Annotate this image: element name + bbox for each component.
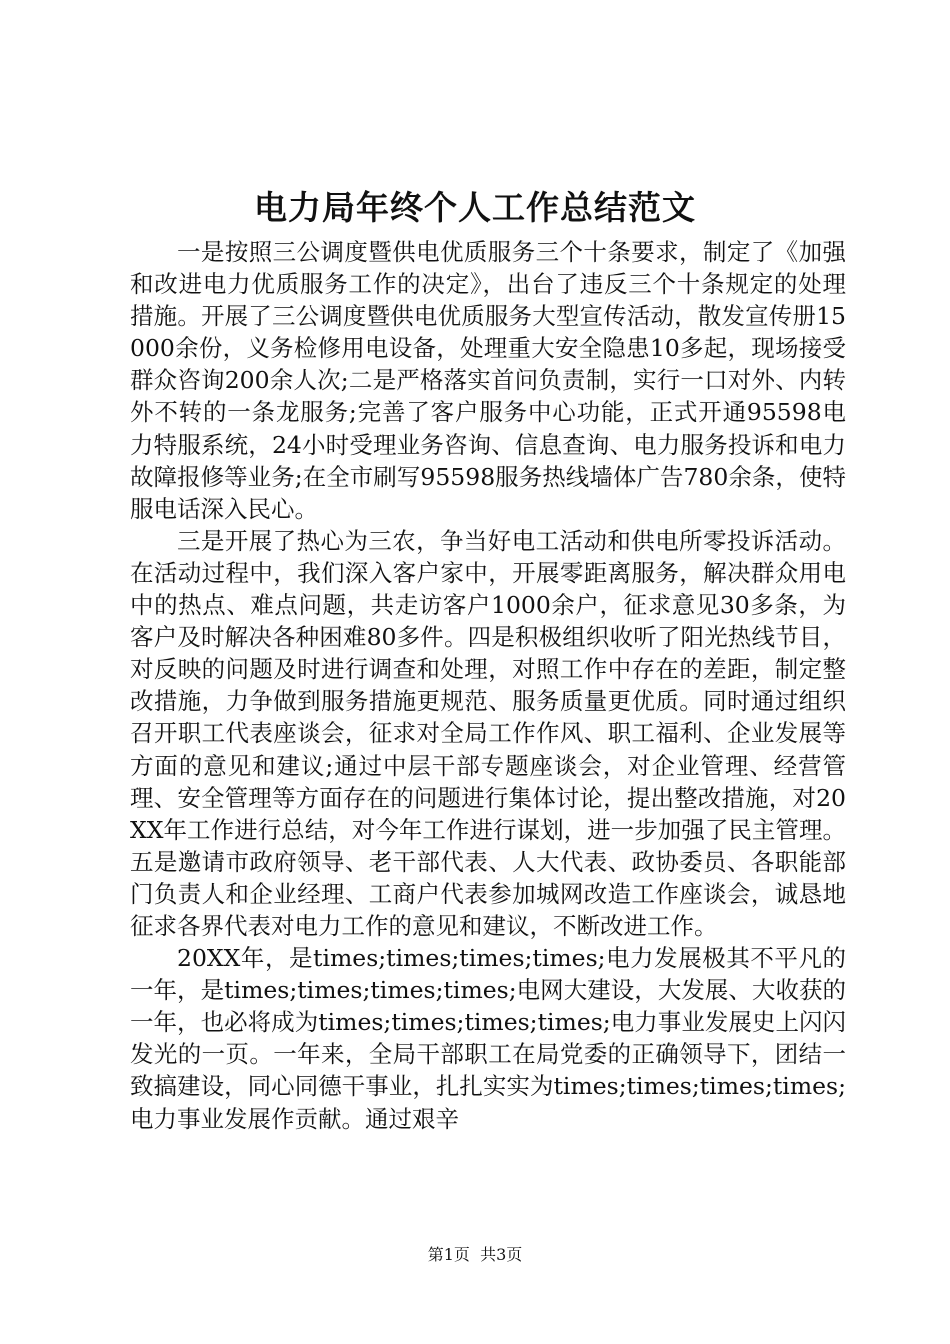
page-total: 共3页	[480, 1245, 523, 1264]
paragraph-2: 三是开展了热心为三农，争当好电工活动和供电所零投诉活动。在活动过程中，我们深入客户家中，开展零距离服务，解决群众用电中的热点、难点问题，共走访客户1000余户，征求意见30多条，为客户及时解决各种困难80多件。四是积极组织收听了阳光热线节目，对反映的问题及时进行调查和处理，对照工作中存在的差距，制定整改措施，力争做到服务措施更规范、服务质量更优质。同时通过组织召开职工代表座谈会，征求对全局工作作风、职工福利、企业发展等方面的意见和建议;通过中层干部专题座谈会，对企业管理、经营管理、安全管理等方面存在的问题进行集体讨论，提出整改措施，对20XX年工作进行总结，对今年工作进行谋划，进一步加强了民主管理。五是邀请市政府领导、老干部代表、人大代表、政协委员、各职能部门负责人和企业经理、工商户代表参加城网改造工作座谈会，诚恳地征求各界代表对电力工作的意见和建议，不断改进工作。	[130, 526, 846, 940]
paragraph-1: 一是按照三公调度暨供电优质服务三个十条要求，制定了《加强和改进电力优质服务工作的决定》，出台了违反三个十条规定的处理措施。开展了三公调度暨供电优质服务大型宣传活动，散发宣传册15000余份，义务检修用电设备，处理重大安全隐患10多起，现场接受群众咨询200余人次;二是严格落实首问负责制，实行一口对外、内转外不转的一条龙服务;完善了客户服务中心功能，正式开通95598电力特服系统，24小时受理业务咨询、信息查询、电力服务投诉和电力故障报修等业务;在全市刷写95598服务热线墙体广告780余条，使特服电话深入民心。	[130, 238, 846, 523]
footer-spacer	[470, 1245, 480, 1264]
document-body	[130, 236, 846, 1135]
paragraph-3: 20XX年，是times;times;times;times;电力发展极其不平凡的一年，是times;times;times;times;电网大建设，大发展、大收获的一年，也必将成为times;times;times;times;电力事业发展史上闪闪发光的一页。一年来，全局干部职工在局党委的正确领导下，团结一致搞建设，同心同德干事业，扎扎实实为times;times;times;times;电力事业发展作贡献。通过艰辛	[130, 944, 846, 1133]
document-title: 电力局年终个人工作总结范文	[254, 188, 696, 227]
page-footer	[0, 1243, 950, 1267]
page-number: 第1页	[427, 1245, 470, 1264]
